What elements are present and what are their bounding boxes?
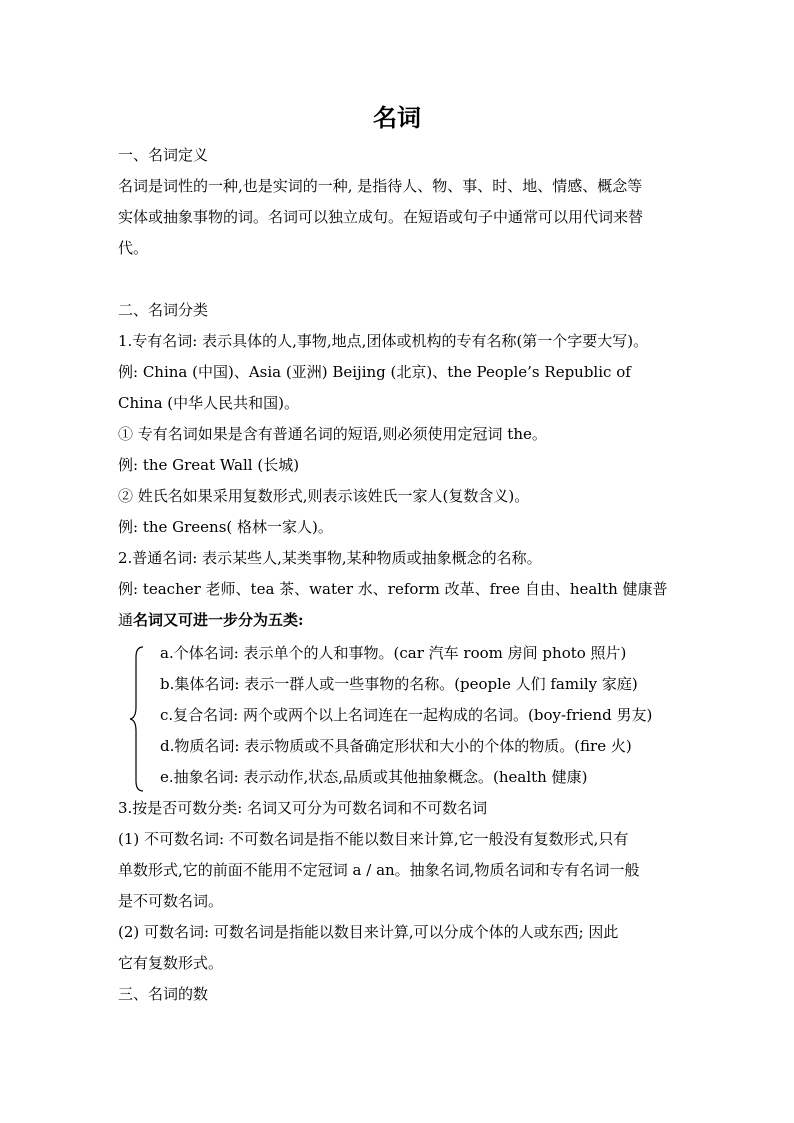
section-2-heading: 二、名词分类 (118, 301, 209, 319)
uncountable-line-1: (1) 不可数名词: 不可数名词是指不能以数目来计算,它一般没有复数形式,只有 (118, 830, 629, 848)
proper-noun-definition: 1.专有名词: 表示具体的人,事物,地点,团体或机构的专有名称(第一个字要大写)。 (118, 332, 649, 350)
countability-heading: 3.按是否可数分类: 名词又可分为可数名词和不可数名词 (118, 799, 488, 817)
section-3-heading: 三、名词的数 (118, 985, 209, 1003)
noun-type-material: d.物质名词: 表示物质或不具备确定形状和大小的个体的物质。(fire 火) (160, 737, 632, 755)
common-noun-subtypes-intro (118, 610, 678, 630)
definition-line-2: 实体或抽象事物的词。名词可以独立成句。在短语或句子中通常可以用代词来替 (118, 208, 644, 226)
proper-noun-example-1: 例: China (中国)、Asia (亚洲) Beijing (北京)、the People’s Republic of (118, 363, 631, 381)
noun-type-individual: a.个体名词: 表示单个的人和事物。(car 汽车 room 房间 photo 照片) (160, 644, 627, 662)
page-title: 名词 (373, 104, 421, 132)
definition-line-3: 代。 (118, 239, 149, 257)
countable-line-2: 它有复数形式。 (118, 954, 224, 972)
countable-line-1: (2) 可数名词: 可数名词是指能以数目来计算,可以分成个体的人或东西; 因此 (118, 923, 619, 941)
section-1-heading: 一、名词定义 (118, 146, 209, 164)
uncountable-line-3: 是不可数名词。 (118, 892, 224, 910)
noun-type-collective: b.集体名词: 表示一群人或一些事物的名称。(people 人们 family 家庭) (160, 675, 638, 693)
common-noun-definition: 2.普通名词: 表示某些人,某类事物,某种物质或抽象概念的名称。 (118, 549, 542, 567)
intro-bold-text: 名词又可进一步分为五类: (133, 611, 304, 629)
proper-noun-note-2: ② 姓氏名如果采用复数形式,则表示该姓氏一家人(复数含义)。 (118, 487, 530, 505)
proper-noun-example-2: China (中华人民共和国)。 (118, 394, 300, 412)
proper-noun-note-2-example: 例: the Greens( 格林一家人)。 (118, 518, 333, 536)
proper-noun-note-1: ① 专有名词如果是含有普通名词的短语,则必须使用定冠词 the。 (118, 425, 547, 443)
definition-line-1: 名词是词性的一种,也是实词的一种, 是指待人、物、事、时、地、情感、概念等 (118, 177, 643, 195)
left-brace-icon (128, 645, 148, 793)
uncountable-line-2: 单数形式,它的前面不能用不定冠词 a / an。抽象名词,物质名词和专有名词一般 (118, 861, 640, 879)
proper-noun-note-1-example: 例: the Great Wall (长城) (118, 456, 300, 474)
intro-plain-text: 通 (118, 611, 134, 629)
noun-type-compound: c.复合名词: 两个或两个以上名词连在一起构成的名词。(boy-friend 男友) (160, 706, 653, 724)
noun-type-abstract: e.抽象名词: 表示动作,状态,品质或其他抽象概念。(health 健康) (160, 768, 588, 786)
common-noun-example: 例: teacher 老师、tea 茶、water 水、reform 改革、free 自由、health 健康普 (118, 580, 668, 598)
